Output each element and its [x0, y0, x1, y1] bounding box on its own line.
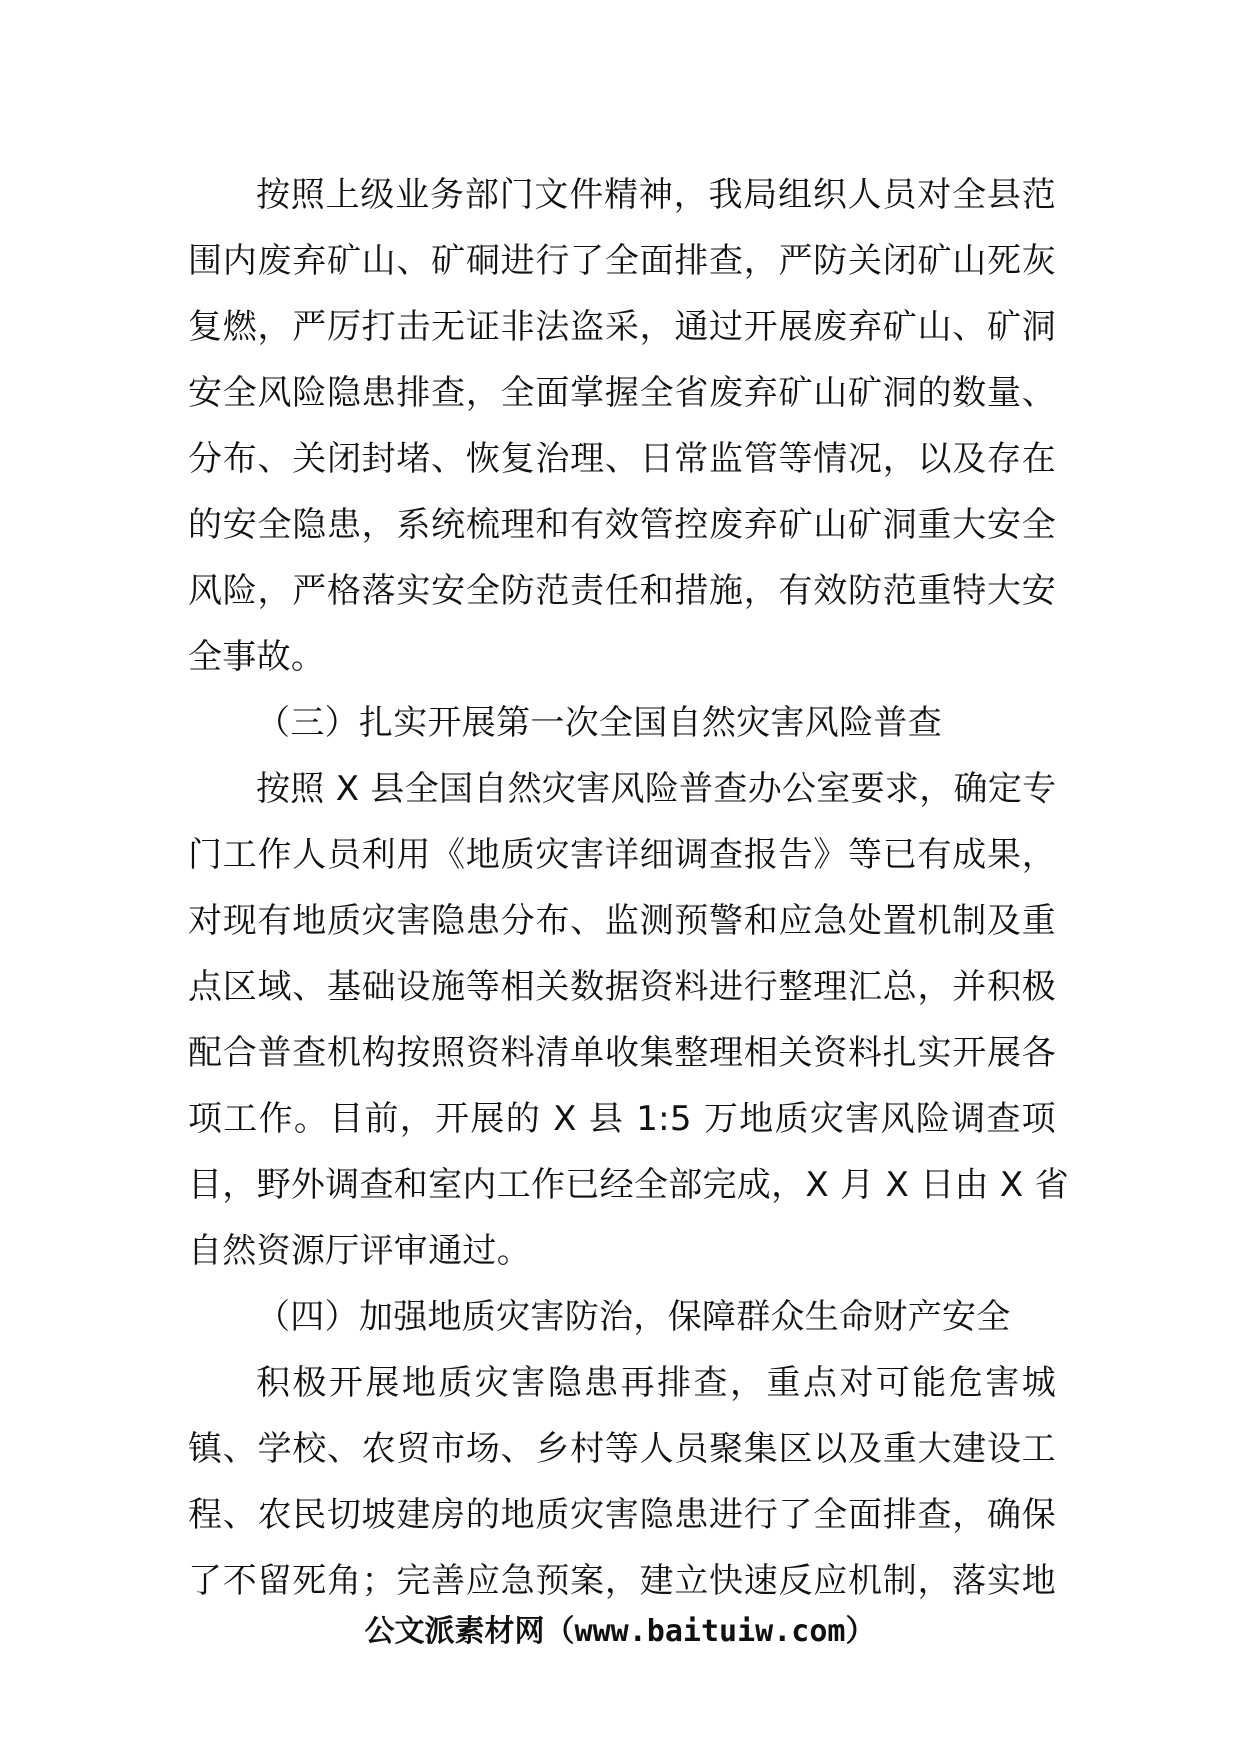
footer-site-name: 公文派素材网 — [364, 1614, 545, 1649]
text-line: 复燃，严厉打击无证非法盗采，通过开展废弃矿山、矿洞 — [188, 307, 1056, 347]
text-line: 点区域、基础设施等相关数据资料进行整理汇总，并积极 — [188, 967, 1056, 1007]
text-line: 全事故。 — [188, 637, 326, 677]
text-line: 围内废弃矿山、矿硐进行了全面排查，严防关闭矿山死灰 — [188, 241, 1056, 281]
text-line: 按照 X 县全国自然灾害风险普查办公室要求，确定专 — [256, 769, 1057, 809]
text-line: 对现有地质灾害隐患分布、监测预警和应急处置机制及重 — [188, 901, 1056, 941]
text-line: 项工作。目前，开展的 X 县 1:5 万地质灾害风险调查项 — [188, 1099, 1056, 1139]
text-line: 的安全隐患，系统梳理和有效管控废弃矿山矿洞重大安全 — [188, 505, 1056, 545]
text-line: 镇、学校、农贸市场、乡村等人员聚集区以及重大建设工 — [188, 1429, 1056, 1469]
text-line: 分布、关闭封堵、恢复治理、日常监管等情况，以及存在 — [188, 439, 1056, 479]
text-line: 了不留死角；完善应急预案，建立快速反应机制，落实地 — [188, 1561, 1056, 1601]
section-heading: （四）加强地质灾害防治，保障群众生命财产安全 — [256, 1297, 1011, 1337]
text-line: 按照上级业务部门文件精神，我局组织人员对全县范 — [256, 175, 1056, 215]
text-line: 目，野外调查和室内工作已经全部完成，X 月 X 日由 X 省 — [188, 1165, 1069, 1205]
text-line: 安全风险隐患排查，全面掌握全省废弃矿山矿洞的数量、 — [188, 373, 1056, 413]
text-line: 风险，严格落实安全防范责任和措施，有效防范重特大安 — [188, 571, 1056, 611]
text-line: 程、农民切坡建房的地质灾害隐患进行了全面排查，确保 — [188, 1495, 1056, 1535]
text-line: 门工作人员利用《地质灾害详细调查报告》等已有成果， — [188, 835, 1056, 875]
footer-url: （www.baituiw.com） — [544, 1614, 876, 1649]
text-line: 积极开展地质灾害隐患再排查，重点对可能危害城 — [256, 1363, 1056, 1403]
text-line: 配合普查机构按照资料清单收集整理相关资料扎实开展各 — [188, 1033, 1056, 1073]
text-line: 自然资源厅评审通过。 — [188, 1231, 531, 1271]
section-heading: （三）扎实开展第一次全国自然灾害风险普查 — [256, 703, 942, 743]
document-body — [188, 162, 1069, 1614]
footer-watermark — [0, 1606, 1240, 1650]
